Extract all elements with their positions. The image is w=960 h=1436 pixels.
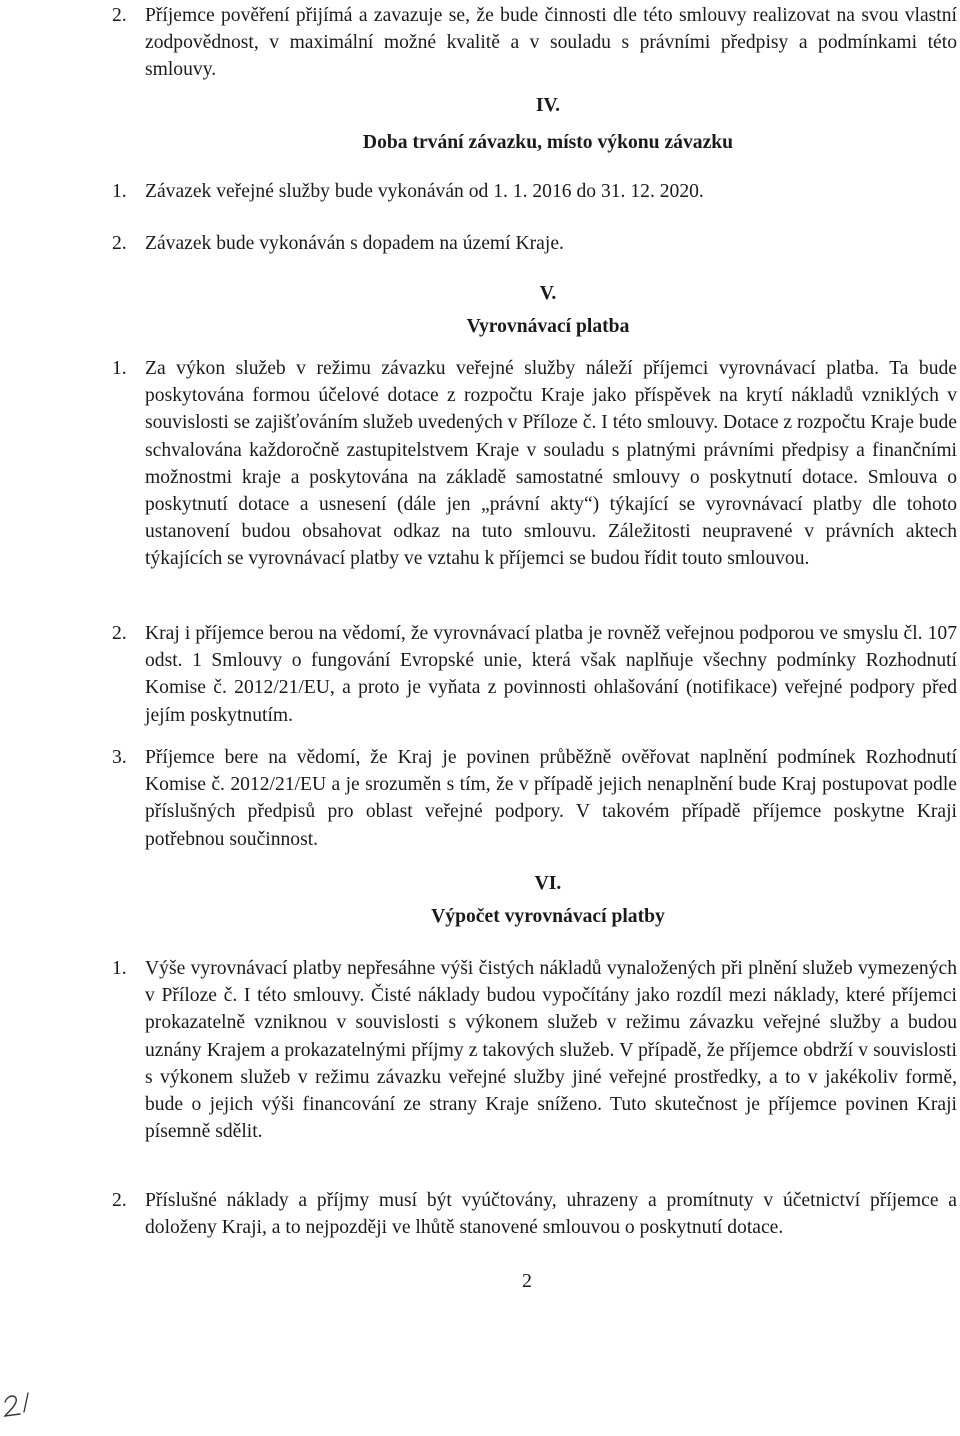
section-vi-item-2 bbox=[112, 1187, 957, 1241]
section-title: Vyrovnávací platba bbox=[466, 316, 630, 338]
section-v-heading bbox=[0, 280, 960, 340]
item-text: Výše vyrovnávací platby nepřesáhne výši čistých nákladů vynaložených při plnění služeb vymezených v Příloze č. I této smlouvy. Čisté náklady budou vypočítány jako rozdíl mezi náklady, které příjemci prokazatelně vzniknou v souvislosti s výkonem služeb v režimu závazku veřejné služby a budou uznány Krajem a prokazatelnými příjmy z takových služeb. V případě, že příjemce obdrží v souvislosti s výkonem služeb v režimu závazku veřejné služby jiné veřejné prostředky, a to v jakékoliv formě, bude o jejich výši financování ze strany Kraje sníženo. Tuto skutečnost je příjemce povinen Kraji písemně sdělit. bbox=[145, 958, 957, 1143]
item-number: 2. bbox=[112, 5, 127, 26]
item-text: Závazek bude vykonáván s dopadem na území Kraje. bbox=[145, 233, 564, 254]
section-v-item-2 bbox=[112, 620, 957, 729]
section-number: VI. bbox=[534, 873, 562, 894]
section-number: V. bbox=[539, 283, 557, 304]
page-number: 2 bbox=[522, 1270, 532, 1292]
section-title: Výpočet vyrovnávací platby bbox=[431, 906, 665, 928]
item-text: Za výkon služeb v režimu závazku veřejné služby náleží příjemci vyrovnávací platba. Ta bude poskytována formou účelové dotace z rozpočtu Kraje jako příspěvek na krytí nákladů vzniklých v souvislosti se zajišťováním služeb uvedených v Příloze č. I této smlouvy. Dotace z rozpočtu Kraje bude schvalována každoročně zastupitelstvem Kraje v souladu s platnými právními předpisy a finančními možnostmi kraje a poskytována na základě samostatné smlouvy o poskytnutí dotace. Smlouva o poskytnutí dotace a usnesení (dále jen „právní akty“) týkající se vyrovnávací platby dle tohoto ustanovení budou obsahovat odkaz na tuto smlouvu. Záležitosti neupravené v právních aktech týkajících se vyrovnávací platby ve vztahu k příjemci se budou řídit touto smlouvou. bbox=[145, 358, 957, 570]
section-v-item-3 bbox=[112, 744, 957, 853]
item-number: 1. bbox=[112, 181, 127, 202]
intro-item bbox=[112, 2, 957, 84]
section-vi-item-1 bbox=[112, 955, 957, 1145]
item-text: Příjemce pověření přijímá a zavazuje se, že bude činnosti dle této smlouvy realizovat na svou vlastní zodpovědnost, v maximální možné kvalitě a v souladu s právními předpisy a podmínkami této smlouvy. bbox=[145, 5, 957, 81]
item-text: Příslušné náklady a příjmy musí být vyúčtovány, uhrazeny a promítnuty v účetnictví příjemce a doloženy Kraji, a to nejpozději ve lhůtě stanovené smlouvou o poskytnutí dotace. bbox=[145, 1190, 957, 1239]
section-title: Doba trvání závazku, místo výkonu závazku bbox=[362, 132, 734, 154]
item-number: 2. bbox=[112, 623, 127, 644]
section-number: IV. bbox=[535, 95, 561, 116]
section-vi-heading bbox=[0, 870, 960, 930]
section-iv-item-1 bbox=[112, 178, 957, 205]
item-text: Kraj i příjemce berou na vědomí, že vyrovnávací platba je rovněž veřejnou podporou ve smyslu čl. 107 odst. 1 Smlouvy o fungování Evropské unie, která však naplňuje všechny podmínky Rozhodnutí Komise č. 2012/21/EU, a proto je vyňata z povinnosti ohlašování (notifikace) veřejné podpory před jejím poskytnutím. bbox=[145, 623, 957, 726]
item-text: Příjemce bere na vědomí, že Kraj je povinen průběžně ověřovat naplnění podmínek Rozhodnutí Komise č. 2012/21/EU a je srozuměn s tím, že v případě jejich nenaplnění bude Kraj postupovat podle příslušných předpisů pro oblast veřejné podpory. V takovém případě příjemce poskytne Kraji potřebnou součinnost. bbox=[145, 747, 957, 850]
item-text: Závazek veřejné služby bude vykonáván od 1. 1. 2016 do 31. 12. 2020. bbox=[145, 181, 704, 202]
section-v-item-1 bbox=[112, 355, 957, 573]
handwritten-mark bbox=[2, 1390, 38, 1420]
item-number: 2. bbox=[112, 1190, 127, 1211]
item-number: 3. bbox=[112, 747, 127, 768]
item-number: 1. bbox=[112, 358, 127, 379]
section-iv-heading bbox=[0, 92, 960, 156]
item-number: 1. bbox=[112, 958, 127, 979]
item-number: 2. bbox=[112, 233, 127, 254]
section-iv-item-2 bbox=[112, 230, 957, 257]
handwritten-mark-drawing bbox=[2, 1390, 38, 1420]
